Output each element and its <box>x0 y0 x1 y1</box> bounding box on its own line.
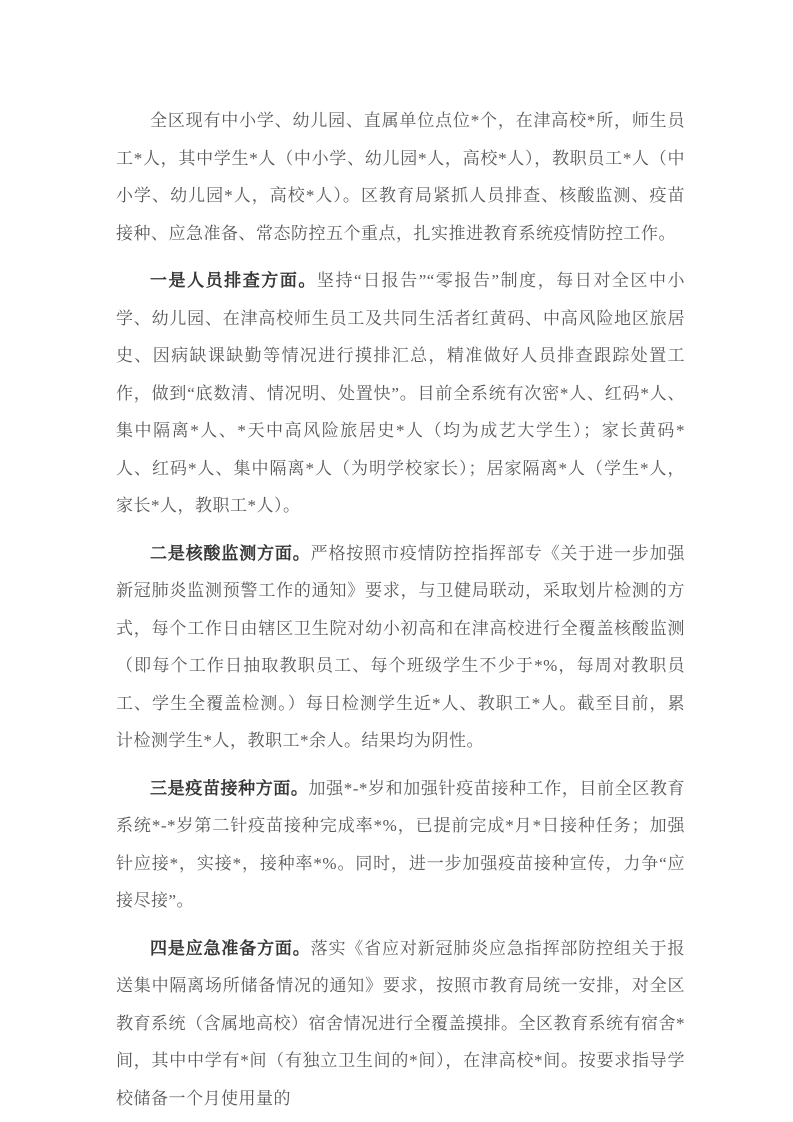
paragraph-overview-text: 全区现有中小学、幼儿园、直属单位点位*个，在津高校*所，师生员工*人，其中学生*人（中小学、幼儿园*人，高校*人），教职员工*人（中小学、幼儿园*人，高校*人）。区教育局紧抓人员排查、核酸监测、疫苗接种、应急准备、常态防控五个重点，扎实推进教育系统疫情防控工作。 <box>116 111 685 243</box>
paragraph-emergency-preparedness-lead: 四是应急准备方面。 <box>150 938 311 958</box>
paragraph-nucleic-acid-testing-lead: 二是核酸监测方面。 <box>150 543 311 563</box>
paragraph-emergency-preparedness-text: 落实《省应对新冠肺炎应急指挥部防控组关于报送集中隔离场所储备情况的通知》要求，按照市教育局统一安排，对全区教育系统（含属地高校）宿舍情况进行全覆盖摸排。全区教育系统有宿舍*间，其中中学有*间（有独立卫生间的*间），在津高校*间。按要求指导学校储备一个月使用量的 <box>116 938 686 1108</box>
paragraph-vaccination-lead: 三是疫苗接种方面。 <box>150 778 309 798</box>
paragraph-personnel-screening <box>116 262 685 525</box>
paragraph-personnel-screening-lead: 一是人员排查方面。 <box>150 271 317 290</box>
paragraph-nucleic-acid-testing-text: 严格按照市疫情防控指挥部专《关于进一步加强新冠肺炎监测预警工作的通知》要求，与卫健局联动，采取划片检测的方式，每个工作日由辖区卫生院对幼小初高和在津高校进行全覆盖核酸监测（即每个工作日抽取教职员工、每个班级学生不少于*%，每周对教职员工、学生全覆盖检测。）每日检测学生近*人、教职工*人。截至目前，累计检测学生*人，教职工*余人。结果均为阴性。 <box>116 543 686 750</box>
paragraph-personnel-screening-text: 坚持“日报告”“零报告”制度，每日对全区中小学、幼儿园、在津高校师生员工及共同生活者红黄码、中高风险地区旅居史、因病缺课缺勤等情况进行摸排汇总，精准做好人员排查跟踪处置工作，做到“底数清、情况明、处置快”。目前全系统有次密*人、红码*人、集中隔离*人、*天中高风险旅居史*人（均为成艺大学生）；家长黄码*人、红码*人、集中隔离*人（为明学校家长）；居家隔离*人（学生*人，家长*人，教职工*人）。 <box>116 271 686 515</box>
paragraph-overview <box>116 102 685 252</box>
paragraph-vaccination <box>116 770 685 920</box>
paragraph-emergency-preparedness <box>116 930 685 1118</box>
paragraph-vaccination-text: 加强*-*岁和加强针疫苗接种工作，目前全区教育系统*-*岁第二针疫苗接种完成率*%，已提前完成*月*日接种任务；加强针应接*，实接*，接种率*%。同时，进一步加强疫苗接种宣传，力争“应接尽接”。 <box>116 778 686 910</box>
document-body <box>116 102 685 1122</box>
paragraph-nucleic-acid-testing <box>116 535 685 760</box>
